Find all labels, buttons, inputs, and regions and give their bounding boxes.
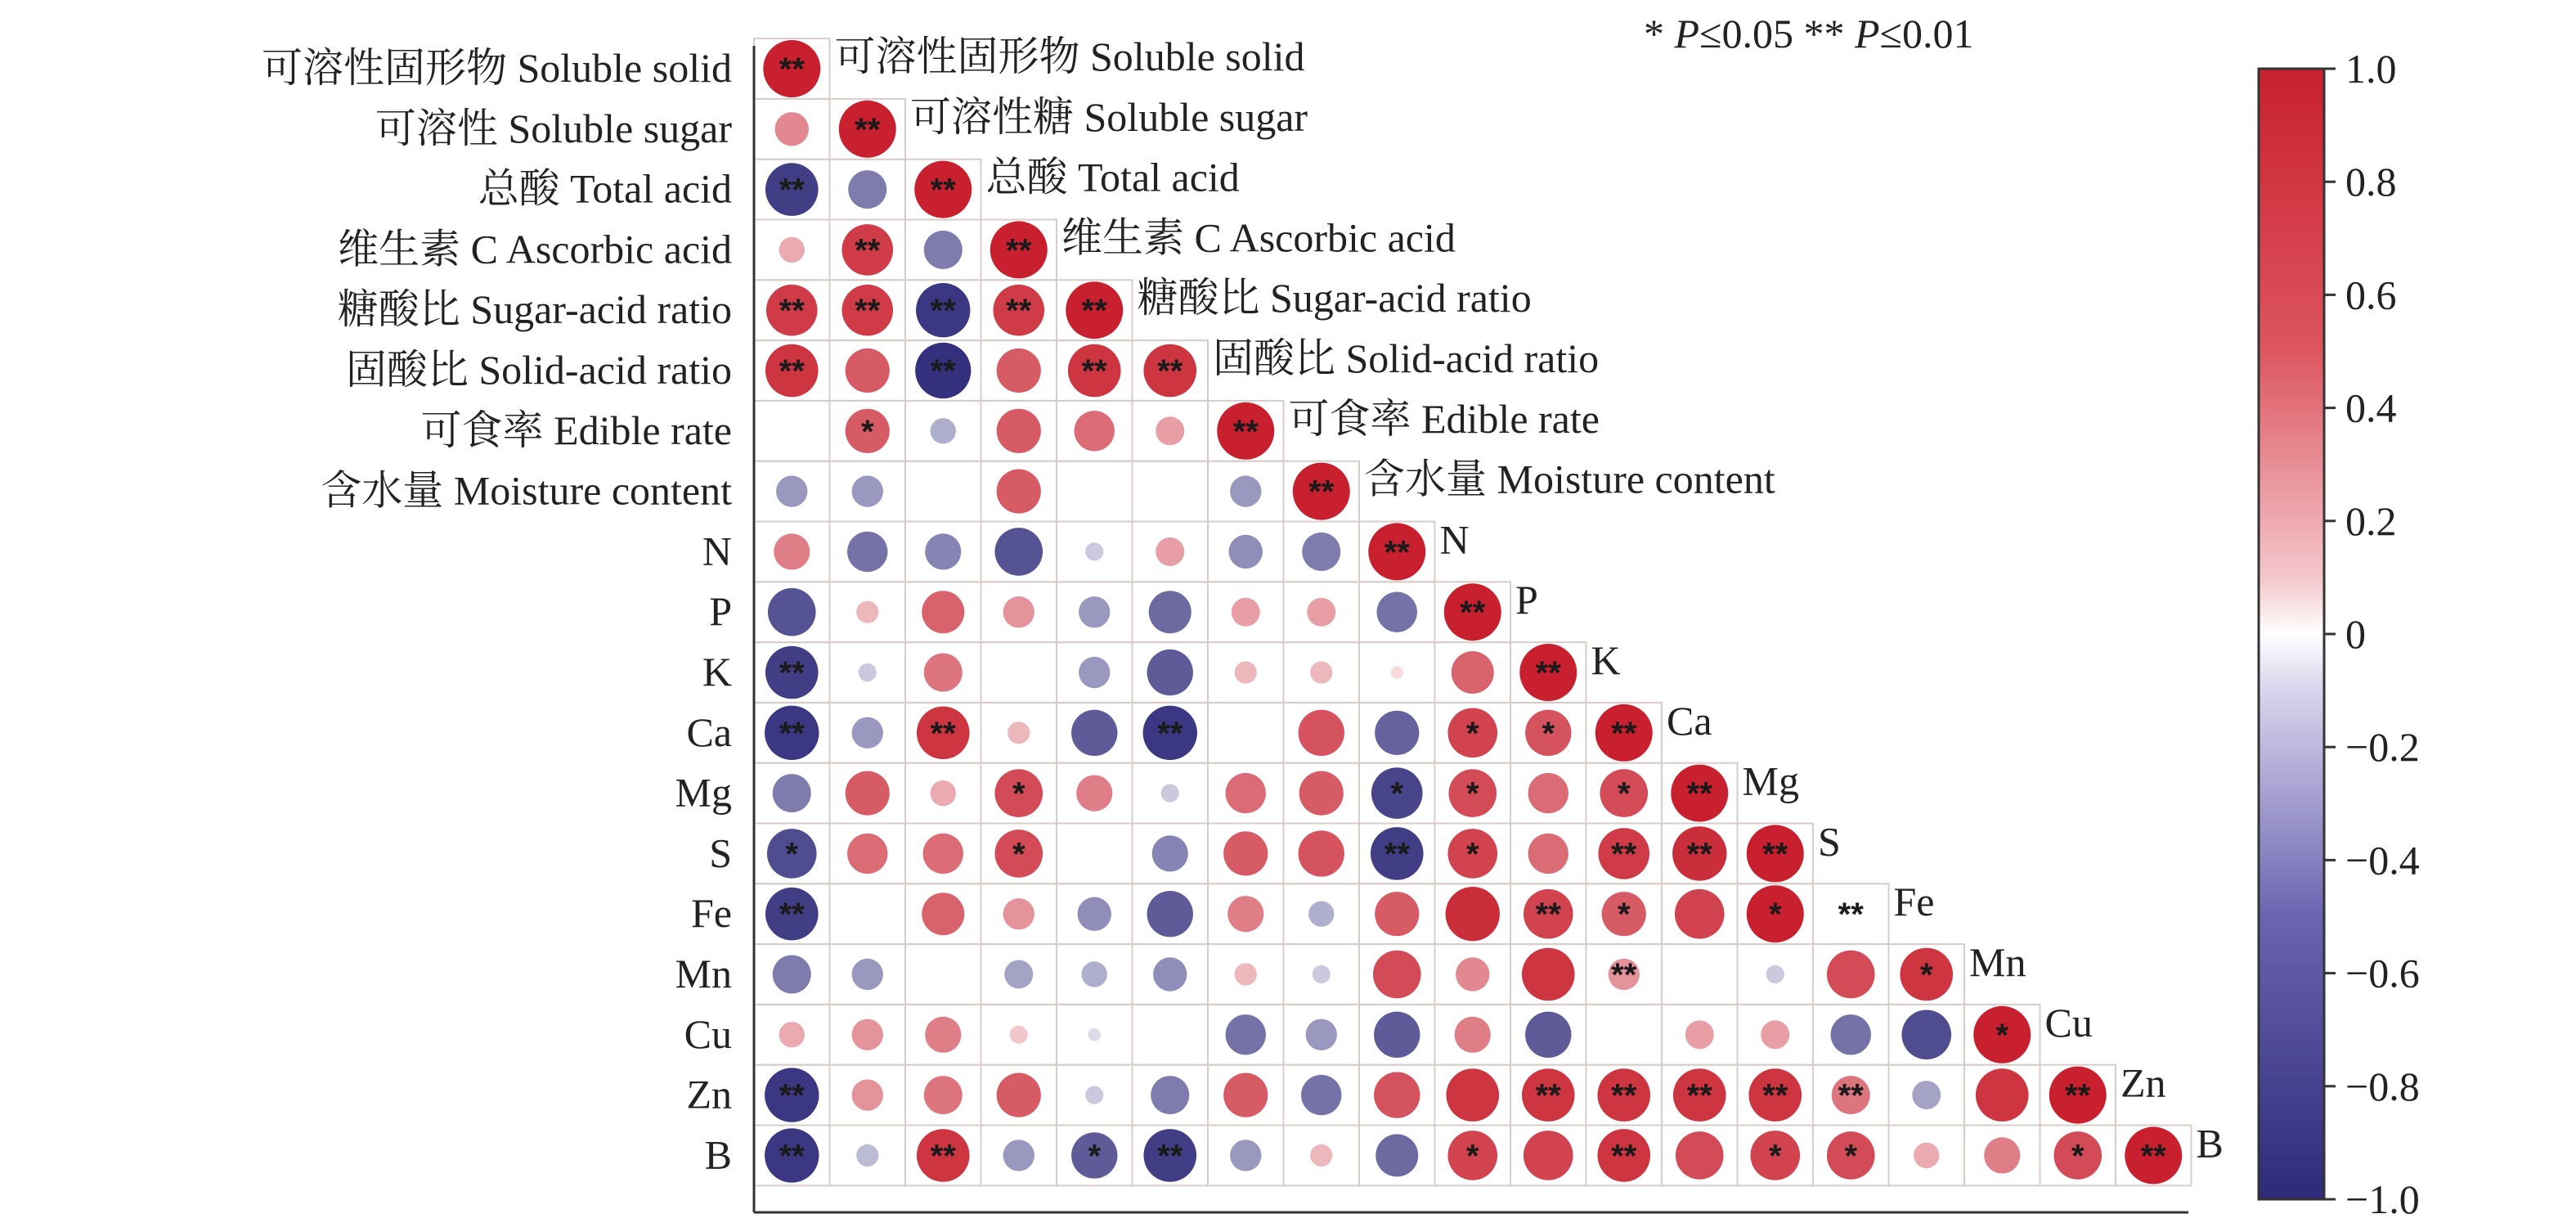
significance-mark: ** xyxy=(1611,957,1637,993)
row-label: Fe xyxy=(691,890,732,937)
correlation-mark xyxy=(1374,1072,1420,1117)
correlation-mark xyxy=(1085,542,1103,560)
correlation-mark xyxy=(1223,831,1268,875)
diagonal-label: 含水量 Moisture content xyxy=(1364,456,1775,502)
significance-mark: ** xyxy=(1762,836,1788,873)
significance-mark: ** xyxy=(779,655,805,691)
row-label: Mn xyxy=(675,951,732,996)
row-label: B xyxy=(704,1131,732,1178)
grid-cell xyxy=(1133,461,1209,522)
row-label: N xyxy=(702,528,732,574)
correlation-mark xyxy=(852,959,883,990)
significance-mark: ** xyxy=(779,293,805,330)
significance-mark: ** xyxy=(1157,715,1183,752)
significance-mark: * xyxy=(1012,836,1025,873)
significance-mark: ** xyxy=(1006,232,1032,269)
significance-mark: ** xyxy=(1686,836,1712,873)
correlation-mark xyxy=(1079,657,1110,688)
correlation-mark xyxy=(1827,951,1875,999)
diagonal-label: 固酸比 Solid-acid ratio xyxy=(1213,335,1600,381)
row-label: 固酸比 Solid-acid ratio xyxy=(345,347,732,393)
correlation-mark xyxy=(1223,1073,1268,1117)
diagonal-label: 糖酸比 Sugar-acid ratio xyxy=(1137,275,1532,321)
colorbar-tick-label: −0.6 xyxy=(2345,950,2420,996)
significance-mark: ** xyxy=(855,232,881,269)
correlation-mark xyxy=(1147,650,1193,695)
grid-cell xyxy=(1586,1005,1663,1065)
correlation-mark xyxy=(1235,963,1257,985)
correlation-mark xyxy=(1308,902,1334,927)
correlation-mark xyxy=(773,955,811,994)
significance-mark: ** xyxy=(1838,897,1864,933)
correlation-mark xyxy=(852,1079,883,1110)
significance-mark: ** xyxy=(2065,1077,2091,1114)
correlation-mark xyxy=(997,409,1041,453)
significance-mark: * xyxy=(1617,897,1631,933)
correlation-mark xyxy=(1076,776,1112,812)
significance-mark: ** xyxy=(1460,595,1486,632)
correlation-mark xyxy=(1524,1131,1573,1180)
correlation-mark xyxy=(775,112,809,146)
correlation-mark xyxy=(931,418,956,443)
correlation-mark xyxy=(1766,965,1784,983)
correlation-mark xyxy=(1446,1068,1499,1122)
correlation-mark xyxy=(1307,598,1335,627)
diagonal-label: Cu xyxy=(2044,999,2093,1045)
significance-mark: * xyxy=(1465,1138,1479,1175)
significance-mark: ** xyxy=(930,353,956,389)
correlation-mark xyxy=(1528,773,1568,813)
row-label: 总酸 Total acid xyxy=(478,165,732,212)
grid-cell xyxy=(905,944,981,1005)
correlation-mark xyxy=(1235,661,1257,683)
correlation-mark xyxy=(1831,1014,1871,1054)
significance-mark: * xyxy=(1844,1138,1858,1175)
grid-cell xyxy=(981,642,1057,703)
correlation-mark xyxy=(1230,1140,1261,1171)
correlation-mark xyxy=(924,231,963,269)
significance-mark: ** xyxy=(1157,353,1183,389)
correlation-mark xyxy=(1914,1143,1939,1168)
correlation-mark xyxy=(997,348,1041,393)
correlation-mark xyxy=(1761,1020,1789,1049)
significance-mark: ** xyxy=(779,1138,805,1175)
row-label: Mg xyxy=(675,769,732,816)
correlation-mark xyxy=(848,170,886,209)
correlation-mark xyxy=(923,834,963,874)
significance-mark: * xyxy=(1390,776,1404,812)
significance-mark: * xyxy=(1617,776,1631,812)
correlation-mark xyxy=(1156,416,1184,445)
row-label: 可溶性固形物 Soluble solid xyxy=(261,45,732,91)
row-label: 含水量 Moisture content xyxy=(321,467,732,514)
correlation-mark xyxy=(773,774,811,812)
grid-cell xyxy=(1133,1005,1209,1065)
significance-mark: ** xyxy=(779,52,805,88)
correlation-mark xyxy=(1377,592,1417,632)
significance-mark: * xyxy=(1088,1138,1102,1175)
correlation-mark xyxy=(1446,887,1500,941)
significance-mark: ** xyxy=(930,1138,956,1175)
significance-mark: ** xyxy=(1384,836,1410,873)
significance-mark: ** xyxy=(1535,1077,1561,1114)
correlation-mark xyxy=(847,532,887,572)
row-label: 糖酸比 Sugar-acid ratio xyxy=(337,286,732,333)
significance-mark: ** xyxy=(2140,1138,2166,1175)
grid-cell xyxy=(1208,703,1284,763)
significance-mark: ** xyxy=(855,111,881,148)
significance-mark: ** xyxy=(1232,413,1259,450)
correlation-mark xyxy=(1685,1020,1714,1049)
correlation-mark xyxy=(994,528,1043,576)
significance-note: * P≤0.05 ** P≤0.01 xyxy=(1644,11,1974,56)
row-label: Cu xyxy=(684,1010,732,1057)
correlation-mark xyxy=(779,1022,805,1047)
colorbar xyxy=(2259,69,2324,1199)
correlation-mark xyxy=(1375,711,1419,755)
diagonal-label: 可溶性糖 Soluble sugar xyxy=(910,93,1308,140)
row-label: 可食率 Edible rate xyxy=(420,407,732,453)
correlation-mark xyxy=(1085,1086,1103,1104)
correlation-mark xyxy=(846,771,890,816)
row-label: 维生素 C Ascorbic acid xyxy=(338,226,732,272)
row-label: Ca xyxy=(686,708,732,755)
correlation-mark xyxy=(1229,535,1263,569)
correlation-mark xyxy=(1373,951,1421,999)
correlation-mark xyxy=(856,601,878,623)
significance-mark: ** xyxy=(1157,1138,1183,1175)
correlation-mark xyxy=(1156,537,1184,566)
correlation-mark xyxy=(1452,651,1494,694)
correlation-mark xyxy=(1147,891,1193,937)
correlation-mark xyxy=(1003,898,1034,929)
correlation-mark xyxy=(768,588,816,636)
correlation-mark xyxy=(1302,533,1340,571)
correlation-mark xyxy=(1976,1068,2029,1122)
significance-mark: * xyxy=(1465,715,1479,752)
significance-mark: ** xyxy=(1535,655,1561,691)
correlation-mark xyxy=(859,663,877,681)
correlation-mark xyxy=(1522,948,1575,1001)
correlation-mark xyxy=(1153,957,1187,991)
correlation-mark xyxy=(1299,771,1344,816)
row-label: S xyxy=(709,830,732,876)
significance-mark: ** xyxy=(930,715,956,752)
correlation-mark xyxy=(922,591,964,633)
correlation-mark xyxy=(1310,1144,1332,1167)
colorbar-tick-label: 0.2 xyxy=(2345,497,2397,544)
correlation-mark xyxy=(776,475,807,506)
correlation-mark xyxy=(1079,596,1110,627)
correlation-mark xyxy=(1003,1140,1034,1171)
correlation-mark xyxy=(1075,411,1115,451)
diagonal-label: N xyxy=(1439,516,1470,563)
correlation-mark xyxy=(1161,785,1179,803)
significance-mark: * xyxy=(2071,1138,2085,1175)
diagonal-label: Mg xyxy=(1742,758,1799,804)
significance-mark: ** xyxy=(1081,293,1107,330)
correlation-mark xyxy=(925,1017,961,1053)
correlation-mark xyxy=(922,893,964,935)
correlation-mark xyxy=(1390,666,1403,679)
colorbar-tick-label: 0 xyxy=(2345,611,2366,657)
correlation-mark xyxy=(924,1076,963,1114)
significance-mark: * xyxy=(1465,776,1479,812)
correlation-mark xyxy=(1078,897,1111,931)
correlation-mark xyxy=(846,348,890,393)
correlation-mark xyxy=(1375,892,1419,936)
correlation-mark xyxy=(1004,960,1033,989)
correlation-mark xyxy=(1071,710,1117,756)
significance-mark: ** xyxy=(1686,1077,1712,1114)
significance-mark: ** xyxy=(1611,1138,1637,1175)
correlation-mark xyxy=(1525,1012,1571,1058)
diagonal-label: Ca xyxy=(1667,697,1712,744)
correlation-mark xyxy=(1230,475,1261,506)
significance-mark: ** xyxy=(1611,1077,1637,1114)
correlation-mark xyxy=(1149,591,1192,633)
significance-mark: ** xyxy=(779,172,805,209)
row-label: Zn xyxy=(686,1071,732,1117)
correlation-mark xyxy=(1313,965,1331,983)
row-label: P xyxy=(709,588,732,635)
significance-mark: * xyxy=(860,413,874,450)
correlation-mark xyxy=(1151,1076,1189,1114)
correlation-mark xyxy=(997,1073,1041,1117)
correlation-mark xyxy=(1226,773,1266,813)
colorbar-tick-label: −0.8 xyxy=(2345,1063,2420,1109)
significance-mark: * xyxy=(1919,957,1933,993)
colorbar-tick-label: 0.6 xyxy=(2345,272,2397,318)
significance-mark: * xyxy=(1465,836,1479,873)
significance-mark: * xyxy=(1542,715,1555,752)
correlation-mark xyxy=(1984,1137,2020,1173)
colorbar-tick-label: 1.0 xyxy=(2345,46,2397,92)
diagonal-label: 可食率 Edible rate xyxy=(1288,395,1600,442)
correlation-mark xyxy=(1003,596,1034,627)
correlation-mark xyxy=(1528,834,1568,874)
correlation-mark xyxy=(1301,1075,1341,1115)
correlation-mark xyxy=(1675,889,1725,939)
significance-mark: ** xyxy=(1611,836,1637,873)
correlation-mark xyxy=(852,475,883,506)
correlation-mark xyxy=(924,654,963,692)
correlation-mark xyxy=(1376,1134,1418,1176)
significance-mark: ** xyxy=(1081,353,1107,389)
significance-mark: ** xyxy=(1838,1077,1864,1114)
colorbar-tick-label: 0.4 xyxy=(2345,384,2397,431)
significance-mark: ** xyxy=(779,1077,805,1114)
grid-cell xyxy=(1662,944,1738,1005)
correlation-mark xyxy=(774,533,810,569)
correlation-mark xyxy=(1912,1081,1941,1109)
correlation-mark xyxy=(852,717,883,749)
correlation-mark xyxy=(1226,1014,1266,1054)
correlation-mark xyxy=(1232,598,1260,627)
correlation-mark xyxy=(1152,835,1188,871)
correlation-mark xyxy=(1299,830,1344,876)
diagonal-label: Fe xyxy=(1893,879,1935,925)
diagonal-label: S xyxy=(1818,818,1841,865)
diagonal-label: Mn xyxy=(1969,939,2026,985)
significance-mark: ** xyxy=(1006,293,1032,330)
significance-mark: * xyxy=(1995,1017,2009,1054)
correlation-mark xyxy=(1456,957,1489,991)
correlation-mark xyxy=(1227,896,1263,932)
colorbar-tick-label: −0.2 xyxy=(2345,724,2420,771)
correlation-mark xyxy=(1374,1012,1420,1058)
correlation-mark xyxy=(1676,1131,1724,1180)
significance-mark: ** xyxy=(1535,897,1561,933)
diagonal-label: Zn xyxy=(2120,1059,2166,1106)
grid-cell xyxy=(830,884,906,944)
correlation-mark xyxy=(1010,1026,1028,1044)
colorbar-tick-label: 0.8 xyxy=(2345,159,2397,205)
significance-mark: * xyxy=(1768,897,1782,933)
correlation-mark xyxy=(1008,722,1030,744)
significance-mark: ** xyxy=(1611,715,1637,752)
correlation-mark xyxy=(1082,961,1107,987)
diagonal-label: 可溶性固形物 Soluble solid xyxy=(834,34,1305,79)
correlation-mark xyxy=(1455,1017,1491,1053)
correlation-mark xyxy=(852,1019,883,1050)
significance-mark: ** xyxy=(1762,1077,1788,1114)
grid-cell xyxy=(754,401,830,461)
correlation-mark xyxy=(931,780,956,806)
correlation-mark xyxy=(779,237,805,263)
significance-mark: ** xyxy=(855,293,881,330)
significance-mark: ** xyxy=(1384,534,1410,571)
correlation-mark xyxy=(1310,661,1332,683)
diagonal-label: B xyxy=(2196,1120,2224,1167)
significance-mark: ** xyxy=(1686,776,1712,812)
significance-mark: ** xyxy=(779,353,805,389)
row-label: 可溶性 Soluble sugar xyxy=(375,105,732,151)
grid-cell xyxy=(1057,461,1133,522)
diagonal-label: 维生素 C Ascorbic acid xyxy=(1061,214,1456,261)
correlation-mark xyxy=(1901,1010,1951,1060)
correlation-mark xyxy=(925,533,961,569)
significance-mark: ** xyxy=(1308,474,1335,510)
colorbar-tick-label: −1.0 xyxy=(2345,1176,2420,1222)
significance-mark: ** xyxy=(779,715,805,752)
correlation-mark xyxy=(997,470,1041,514)
significance-mark: * xyxy=(1012,776,1025,812)
diagonal-label: 总酸 Total acid xyxy=(985,154,1240,200)
significance-mark: ** xyxy=(930,293,956,330)
correlation-mark xyxy=(847,834,887,874)
significance-mark: ** xyxy=(779,897,805,933)
colorbar-tick-label: −0.4 xyxy=(2345,837,2420,884)
row-label: K xyxy=(702,649,732,695)
correlation-mark xyxy=(1306,1019,1337,1050)
significance-mark: ** xyxy=(930,172,956,209)
significance-mark: * xyxy=(1768,1138,1782,1175)
diagonal-label: P xyxy=(1515,577,1538,623)
diagonal-label: K xyxy=(1591,637,1621,683)
grid-cell xyxy=(1057,824,1133,884)
grid-cell xyxy=(905,461,981,522)
correlation-mark xyxy=(856,1144,878,1167)
correlation-mark xyxy=(1088,1028,1101,1041)
correlation-mark xyxy=(1299,710,1344,756)
significance-mark: * xyxy=(785,836,799,873)
